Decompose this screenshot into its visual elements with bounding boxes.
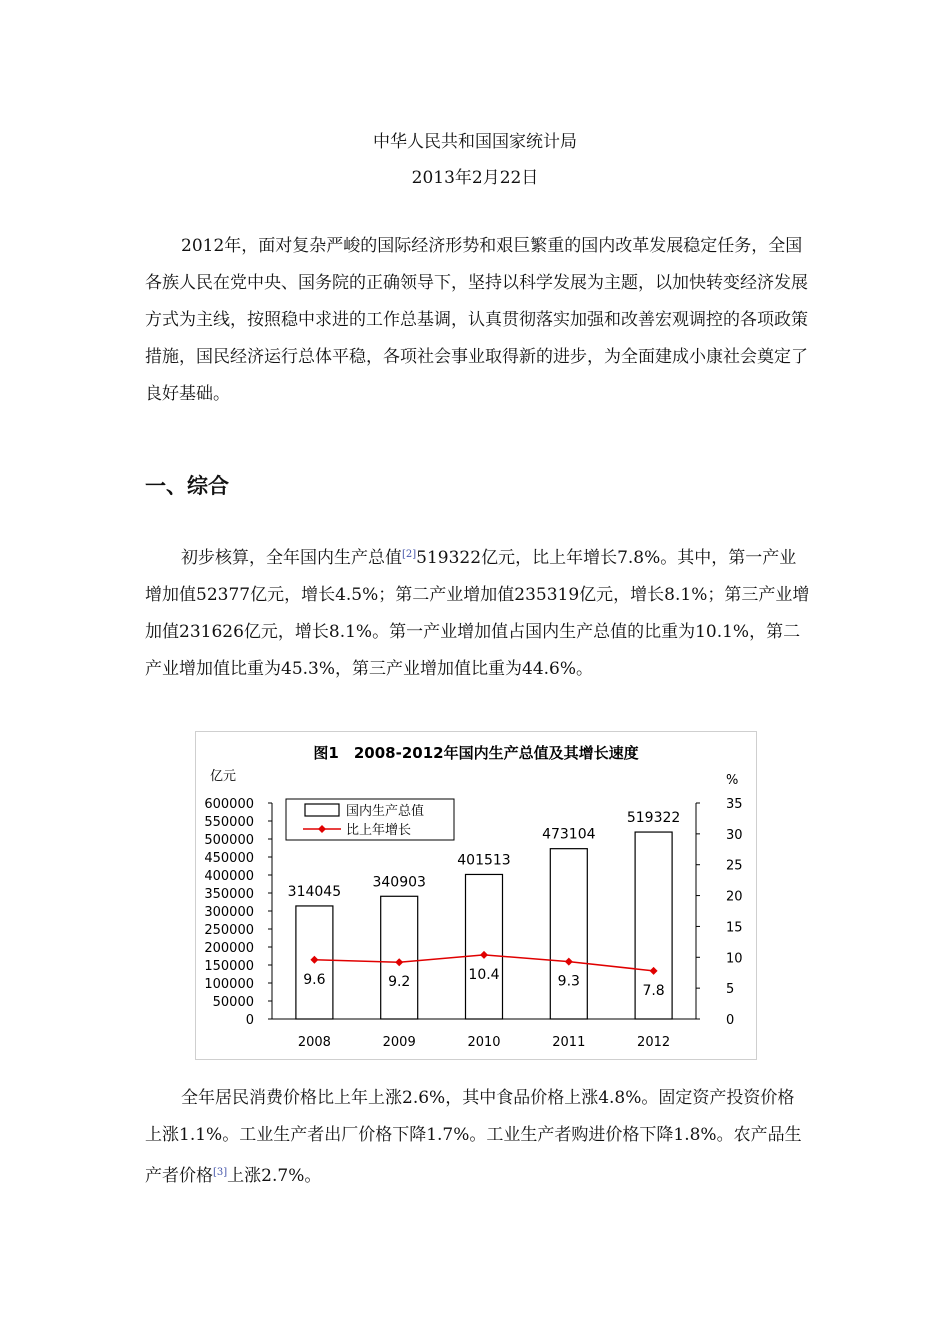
growth-label: 10.4: [468, 966, 500, 983]
footnote-link-3[interactable]: [3]: [213, 1167, 228, 1178]
intro-paragraph: 2012年，面对复杂严峻的国际经济形势和艰巨繁重的国内改革发展稳定任务，全国各族人民在党中央、国务院的正确领导下，坚持以科学发展为主题，以加快转变经济发展方式为主线，按照稳中求进的工作总基调，认真贯彻落实加强和改善宏观调控的各项政策措施，国民经济运行总体平稳，各项社会事业取得新的进步，为全面建成小康社会奠定了良好基础。: [145, 236, 808, 404]
right-tick-label: 30: [726, 827, 743, 843]
gdp-bar-label: 340903: [372, 874, 426, 891]
gdp-bar: [381, 896, 418, 1019]
left-tick-label: 0: [245, 1013, 254, 1028]
left-tick-label: 250000: [204, 923, 254, 938]
right-tick-label: 20: [726, 889, 743, 905]
gdp-bar: [466, 874, 503, 1019]
right-axis-label: %: [726, 773, 739, 788]
right-tick-label: 25: [726, 858, 743, 874]
gdp-paragraph: [145, 536, 810, 688]
left-tick-label: 300000: [204, 905, 254, 920]
left-tick-label: 50000: [212, 995, 254, 1010]
x-tick-label: 2010: [467, 1035, 501, 1050]
x-tick-label: 2008: [297, 1035, 331, 1050]
legend-bar-swatch: [305, 804, 339, 816]
gdp-bar-label: 401513: [457, 852, 511, 869]
x-tick-label: 2011: [552, 1035, 586, 1050]
gdp-chart-svg: [196, 732, 756, 1059]
gdp-bar: [550, 849, 587, 1019]
left-tick-label: 350000: [204, 887, 254, 902]
price-paragraph-text-a: 全年居民消费价格比上年上涨2.6%，其中食品价格上涨4.8%。固定资产投资价格上涨1.1%。工业生产者出厂价格下降1.7%。工业生产者购进价格下降1.8%。农产品生产者价格: [145, 1088, 802, 1186]
section-heading: 一、综合: [145, 474, 229, 498]
right-tick-label: 0: [726, 1013, 735, 1028]
left-tick-label: 200000: [204, 941, 254, 956]
growth-label: 9.2: [388, 974, 411, 991]
right-tick-label: 15: [726, 920, 743, 936]
growth-label: 9.3: [557, 973, 580, 990]
gdp-chart: [195, 731, 757, 1060]
chart-title: 图1 2008-2012年国内生产总值及其增长速度: [313, 744, 639, 762]
legend-bar-label: 国内生产总值: [346, 804, 425, 819]
publisher-name: 中华人民共和国国家统计局: [373, 132, 577, 152]
left-tick-label: 600000: [204, 797, 254, 812]
publish-date: 2013年2月22日: [411, 168, 539, 188]
left-tick-label: 500000: [204, 833, 254, 848]
legend-line-label: 比上年增长: [346, 823, 412, 838]
gdp-paragraph-text-b: 519322亿元，比上年增长7.8%。其中，第一产业增加值52377亿元，增长4.5%；第二产业增加值235319亿元，增长8.1%；第三产业增加值231626亿元，增长8.1%。第一产业增加值占国内生产总值的比重为10.1%，第二产业增加值比重为45.3%，第三产业增加值比重为44.6%。: [145, 548, 810, 679]
x-tick-label: 2012: [637, 1035, 671, 1050]
right-tick-label: 10: [726, 951, 743, 967]
gdp-bar-label: 314045: [287, 883, 342, 900]
price-paragraph: [145, 1080, 810, 1195]
growth-label: 9.6: [303, 971, 326, 988]
gdp-bar-label: 473104: [542, 826, 596, 843]
growth-label: 7.8: [642, 982, 665, 999]
gdp-paragraph-text-a: 初步核算，全年国内生产总值: [181, 548, 402, 568]
gdp-bar-label: 519322: [626, 810, 681, 827]
left-axis-label: 亿元: [210, 769, 237, 784]
footnote-link-2[interactable]: [2]: [402, 549, 417, 560]
left-tick-label: 450000: [204, 851, 254, 866]
left-tick-label: 150000: [204, 959, 254, 974]
right-tick-label: 35: [726, 797, 743, 812]
left-tick-label: 400000: [204, 869, 254, 884]
x-tick-label: 2009: [382, 1035, 416, 1050]
price-paragraph-text-b: 上涨2.7%。: [227, 1166, 322, 1186]
right-tick-label: 5: [726, 982, 735, 998]
left-tick-label: 100000: [204, 977, 254, 992]
left-tick-label: 550000: [204, 815, 254, 830]
